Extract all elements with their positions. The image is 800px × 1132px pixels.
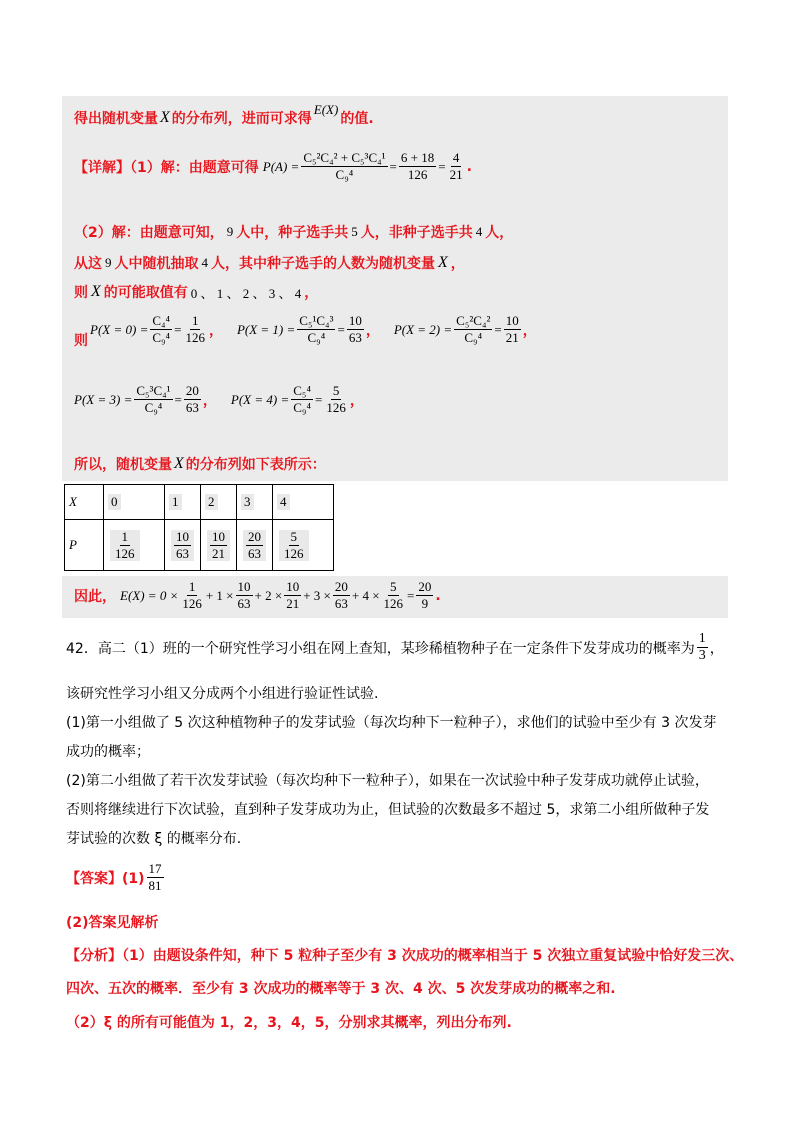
table-row <box>65 485 334 520</box>
question-line-3: (1)第一小组做了 5 次这种植物种子的发芽试验（每次均种下一粒种子），求他们的试验中至少有 3 次发芽 <box>66 715 717 731</box>
text: 的分布列，进而可求得 <box>171 111 312 127</box>
analysis-line-3: （2）ξ 的所有可能值为 1，2，3，4，5，分别求其概率，列出分布列. <box>66 1015 512 1031</box>
table-cell: 3 <box>237 485 273 520</box>
probs-row-1: 则 P(X = 0) = $\frac{\text{C₄⁴}}{\text{C₉⁴}}$ = $\frac{1}{126}$ ， P(X = 1) = $\frac{\text{C₅¹C₄³}}{\text{C₉⁴}}$ = $\frac{10}{63}$ ， P(X = 2) = $\frac{\text{C₅²C₄²}}{\text{C₉⁴}}$ = $\frac{10}{21}$ ， <box>74 313 537 349</box>
table-intro: 所以，随机变量 X 的分布列如下表所示： <box>74 455 326 473</box>
analysis-line-1: 【分析】（1）由题设条件知，种下 5 粒种子至少有 3 次成功的概率相当于 5 次独立重复试验中恰好发三次、 <box>66 948 744 964</box>
question-line-7: 芽试验的次数 ξ 的概率分布. <box>66 831 242 847</box>
table-cell: $\frac{5}{126}$ <box>273 520 334 571</box>
answer-line: 【答案】(1) $\frac{17}{81}$ <box>66 861 162 893</box>
var-x: X <box>160 109 170 126</box>
part2-line-b: 从这 9 人中随机抽取 4 人，其中种子选手的人数为随机变量 X ， <box>74 254 465 272</box>
part2-line-c: 则 X 的可能取值有 0 、 1 、 2 、 3 、 4 ， <box>74 283 319 301</box>
expectation-line: 因此， E(X) = 0 × $\frac{1}{126}$ + 1 × $\frac{10}{63}$ + 2 × $\frac{10}{21}$ + 3 × $\frac{20}{63}$ + 4 × $\frac{5}{126}$ = $\frac{20}{9}$ . <box>74 579 441 611</box>
text: 的值. <box>340 111 374 127</box>
probs-row-2: P(X = 3) = $\frac{\text{C₅³C₄¹}}{\text{C₉⁴}}$ = $\frac{20}{63}$ ， P(X = 4) = $\frac{\text{C₅⁴}}{\text{C₉⁴}}$ = $\frac{5}{126}$ ， <box>74 383 364 415</box>
fraction: $\frac{\text{C₅²C₄² + C₅³C₄¹}}{\text{C₉⁴}}$ <box>303 150 386 182</box>
table-cell: $\frac{10}{63}$ <box>165 520 201 571</box>
detail-line: 【详解】（1）解：由题意可得 P(A) = $\frac{\text{C₅²C₄² + C₅³C₄¹}}{\text{C₉⁴}}$ = $\frac{6 + 18}{126}$ = $\frac{4}{21}$ . <box>74 150 472 182</box>
expectation-block <box>62 576 728 618</box>
question-line-5: (2)第二小组做了若干次发芽试验（每次均种下一粒种子），如果在一次试验中种子发芽成功就停止试验， <box>66 773 709 789</box>
question-line-1: 42．高二（1）班的一个研究性学习小组在网上查知，某珍稀植物种子在一定条件下发芽成功的概率为 $\frac{1}{3}$ ， <box>66 631 724 663</box>
solution-block <box>62 96 728 481</box>
table-cell: 2 <box>201 485 237 520</box>
analysis-line-2: 四次、五次的概率．至少有 3 次成功的概率等于 3 次、4 次、5 次发芽成功的概率之和. <box>66 981 616 997</box>
table-cell: $\frac{10}{21}$ <box>201 520 237 571</box>
part2-line-a: （2）解：由题意可知， 9 人中，种子选手共 5 人，非种子选手共 4 人， <box>74 224 514 241</box>
table-row <box>65 520 334 571</box>
table-cell: 0 <box>104 485 165 520</box>
fraction: $\frac{4}{21}$ <box>449 150 463 182</box>
detail-label: 【详解】（1）解：由题意可得 <box>74 159 259 176</box>
table-cell: $\frac{1}{126}$ <box>104 520 165 571</box>
table-cell: 1 <box>165 485 201 520</box>
table-cell: $\frac{20}{63}$ <box>237 520 273 571</box>
expectation: E(X) <box>313 102 339 117</box>
math-lhs: P(A) = <box>262 158 300 174</box>
question-line-2: 该研究性学习小组又分成两个小组进行验证性试验. <box>66 686 379 702</box>
question-line-4: 成功的概率； <box>66 744 150 760</box>
question-line-6: 否则将继续进行下次试验，直到种子发芽成功为止，但试验的次数最多不超过 5，求第二小组所做种子发 <box>66 802 710 818</box>
solution-line-1 <box>74 102 374 128</box>
table-cell: X <box>65 485 104 520</box>
text: 得出随机变量 <box>74 111 158 127</box>
table-cell: 4 <box>273 485 334 520</box>
table-cell: P <box>65 520 104 571</box>
distribution-table <box>64 484 334 571</box>
answer-part2: (2)答案见解析 <box>66 915 159 931</box>
fraction: $\frac{6 + 18}{126}$ <box>400 150 435 182</box>
